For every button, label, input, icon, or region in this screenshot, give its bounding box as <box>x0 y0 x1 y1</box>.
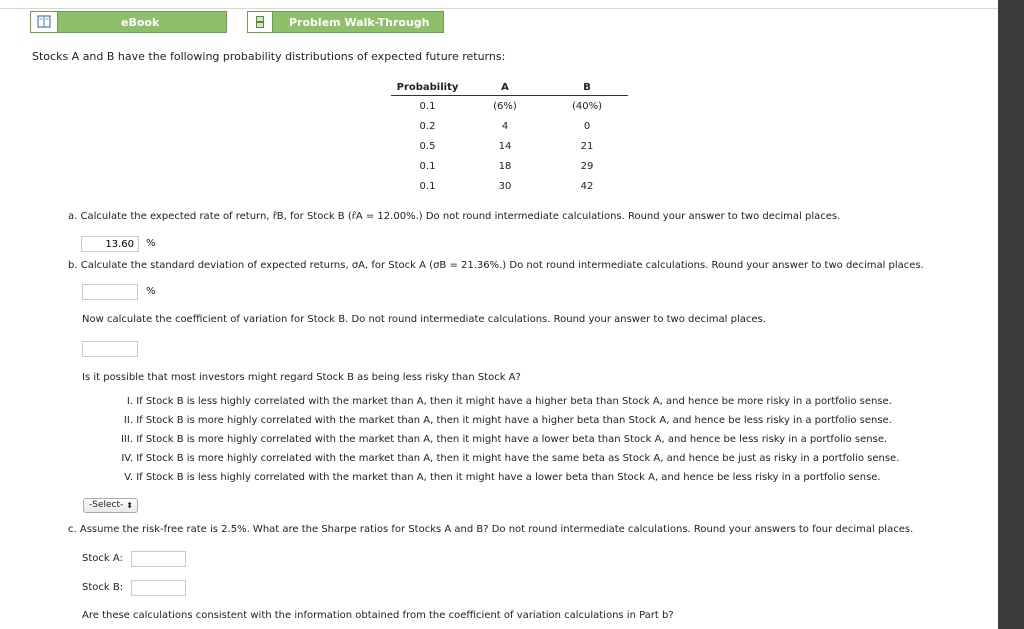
right-dock <box>998 0 1024 629</box>
option-v <box>106 472 881 483</box>
header-divider <box>0 8 998 9</box>
option-iii <box>106 434 887 445</box>
percent-unit: % <box>146 286 156 297</box>
sharpe-b-input[interactable] <box>131 580 186 596</box>
option-text: If Stock B is more highly correlated with the market than A, then it might have a lower beta than Stock A, and hence be less risky in a portfolio sense. <box>136 434 888 445</box>
option-i <box>106 396 892 407</box>
option-text: If Stock B is less highly correlated with the market than A, then it might have a higher beta than Stock A, and hence be more risky in a portfolio sense. <box>136 396 892 407</box>
cell-b: 21 <box>580 140 594 152</box>
cell-probability: 0.1 <box>419 100 436 112</box>
option-number: III. <box>120 434 133 445</box>
part-a-question: a. Calculate the expected rate of return, r̂B, for Stock B (r̂A = 12.00%.) Do not round intermediate calculations. Round your answer to two decimal places. <box>68 211 841 222</box>
option-number: V. <box>124 472 133 483</box>
stock-b-label: Stock B: <box>82 582 124 593</box>
distribution-table <box>391 78 628 196</box>
cell-a: 14 <box>498 140 512 152</box>
intro-text: Stocks A and B have the following probability distributions of expected future returns: <box>32 50 506 63</box>
risk-question: Is it possible that most investors might regard Stock B as being less risky than Stock A? <box>82 372 521 383</box>
table-row <box>391 96 628 117</box>
cell-probability: 0.5 <box>419 140 436 152</box>
cell-a: 4 <box>501 120 509 132</box>
expected-return-b-input[interactable] <box>81 236 139 252</box>
cell-b: 42 <box>580 180 594 192</box>
part-b-question: b. Calculate the standard deviation of expected returns, σA, for Stock A (σB = 21.36%.) Do not round intermediate calculations. Round your answer to two decimal places. <box>68 260 924 271</box>
header-a: A <box>464 78 546 96</box>
sharpe-a-input[interactable] <box>131 551 186 567</box>
film-icon <box>248 12 273 32</box>
percent-unit: % <box>146 238 156 249</box>
option-text: If Stock B is more highly correlated with the market than A, then it might have a higher beta than Stock A, and hence be less risky in a portfolio sense. <box>136 415 892 426</box>
updown-arrow-icon: ⬍ <box>126 501 133 510</box>
table-row <box>391 156 628 176</box>
book-icon <box>31 12 58 32</box>
walkthrough-tab[interactable] <box>247 11 444 33</box>
table-row <box>391 176 628 196</box>
table-row <box>391 116 628 136</box>
cell-probability: 0.2 <box>419 120 436 132</box>
option-iv <box>106 453 899 464</box>
cell-b: 29 <box>580 160 594 172</box>
cell-a: (6%) <box>493 100 517 112</box>
header-probability: Probability <box>391 78 464 96</box>
stock-a-label: Stock A: <box>82 553 123 564</box>
cell-probability: 0.1 <box>419 160 436 172</box>
ebook-tab[interactable] <box>30 11 227 33</box>
walkthrough-tab-label: Problem Walk-Through <box>289 16 430 29</box>
cv-b-input[interactable] <box>82 341 138 357</box>
cv-question: Now calculate the coefficient of variation for Stock B. Do not round intermediate calculations. Round your answer to two decimal places. <box>82 314 766 325</box>
cell-probability: 0.1 <box>419 180 436 192</box>
option-number: II. <box>123 415 133 426</box>
option-number: IV. <box>121 453 133 464</box>
option-text: If Stock B is more highly correlated with the market than A, then it might have the same beta as Stock A, and hence be just as risky in a portfolio sense. <box>136 453 900 464</box>
cell-b: (40%) <box>571 100 603 112</box>
cell-a: 30 <box>498 180 512 192</box>
std-dev-a-input[interactable] <box>82 284 138 300</box>
ebook-tab-label: eBook <box>121 16 160 29</box>
cell-a: 18 <box>498 160 512 172</box>
select-label: -Select- <box>89 500 124 510</box>
option-number: I. <box>126 396 133 407</box>
header-b: B <box>546 78 628 96</box>
risk-select-dropdown[interactable] <box>83 498 138 513</box>
consistency-question: Are these calculations consistent with the information obtained from the coefficient of variation calculations in Part b? <box>82 610 674 621</box>
option-ii <box>106 415 892 426</box>
option-text: If Stock B is less highly correlated with the market than A, then it might have a lower beta than Stock A, and hence be less risky in a portfolio sense. <box>136 472 881 483</box>
cell-b: 0 <box>583 120 591 132</box>
table-row <box>391 136 628 156</box>
part-c-question: c. Assume the risk-free rate is 2.5%. What are the Sharpe ratios for Stocks A and B? Do not round intermediate calculations. Round your answers to four decimal places. <box>68 524 914 535</box>
